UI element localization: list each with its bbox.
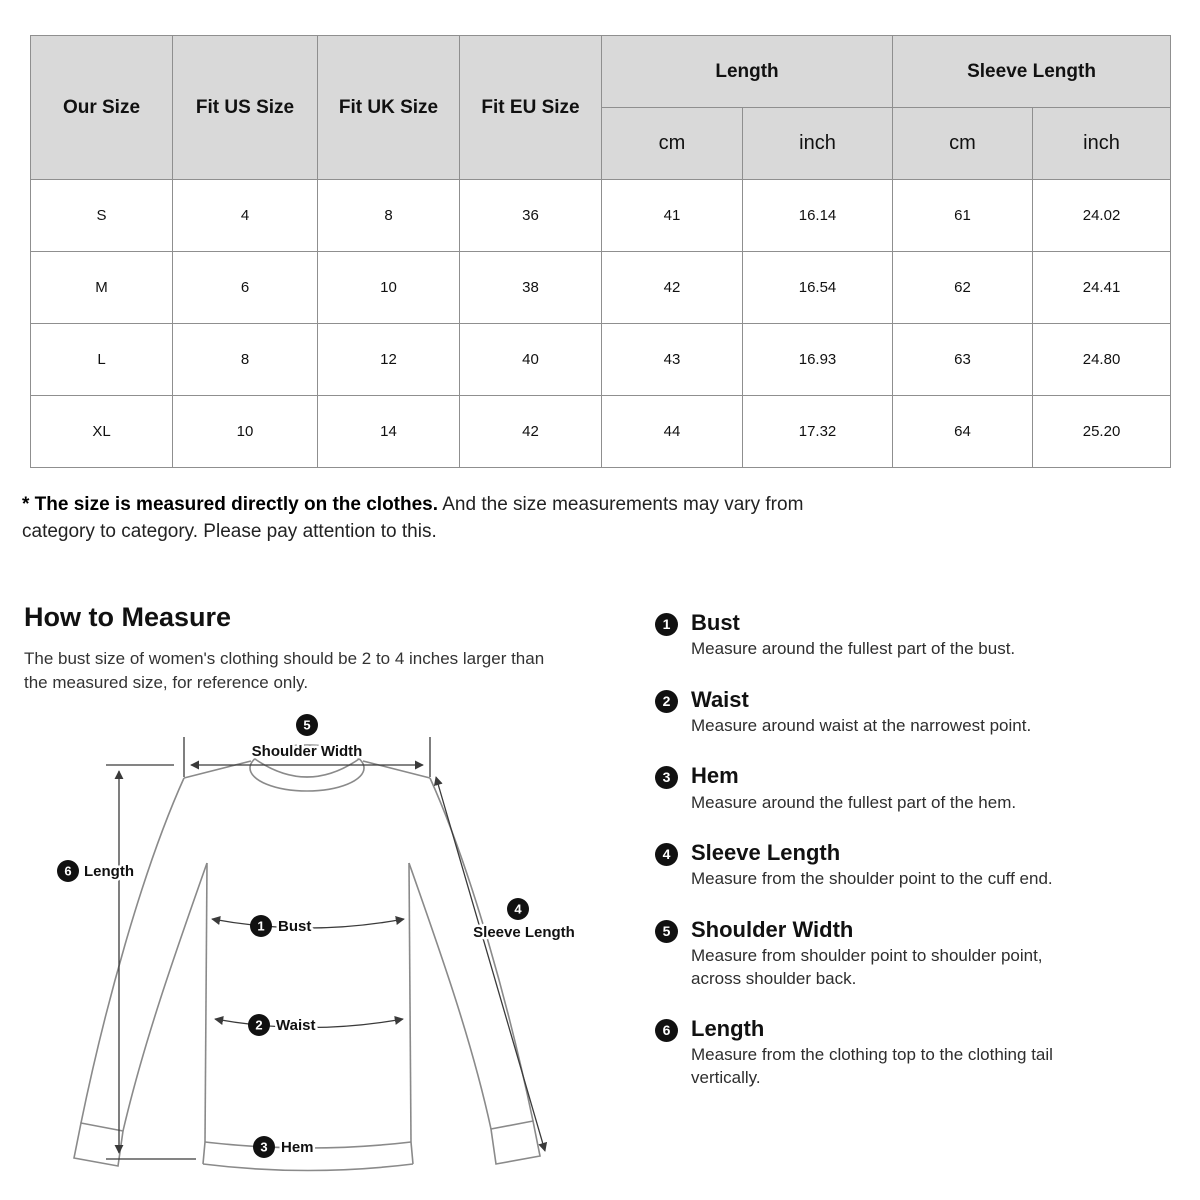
- how-to-measure-section: [0, 602, 1200, 1181]
- how-to-measure-left-column: [0, 602, 655, 1181]
- diagram-label-shoulder-width: Shoulder Width: [251, 743, 363, 761]
- cell-uk-size: 12: [318, 324, 460, 396]
- cell-length-inch: 16.14: [743, 180, 893, 252]
- col-header-fit-eu-size: Fit EU Size: [460, 36, 602, 180]
- cell-sleeve-inch: 24.41: [1033, 252, 1171, 324]
- table-row: [31, 252, 1171, 324]
- item-description: Measure from the clothing top to the clothing tail vertically.: [691, 1045, 1053, 1087]
- cell-sleeve-inch: 25.20: [1033, 396, 1171, 468]
- subheader-length-inch: inch: [743, 108, 893, 180]
- cell-eu-size: 36: [460, 180, 602, 252]
- list-item-shoulder-width: [655, 917, 1160, 990]
- measure-instructions-list: [655, 602, 1200, 1181]
- table-row: [31, 324, 1171, 396]
- cell-length-inch: 17.32: [743, 396, 893, 468]
- subheader-sleeve-cm: cm: [893, 108, 1033, 180]
- item-number-badge: 5: [655, 920, 678, 943]
- cell-sleeve-cm: 61: [893, 180, 1033, 252]
- cell-us-size: 6: [173, 252, 318, 324]
- note-bold-text: * The size is measured directly on the clothes.: [22, 494, 439, 515]
- item-number-badge: 4: [655, 843, 678, 866]
- diagram-label-hem: Hem: [281, 1139, 314, 1157]
- item-number-badge: 6: [655, 1019, 678, 1042]
- cell-us-size: 4: [173, 180, 318, 252]
- diagram-label-length: Length: [84, 863, 134, 881]
- how-to-measure-subtitle: The bust size of women's clothing should be 2 to 4 inches larger than the measured size, for reference only.: [24, 648, 545, 693]
- diagram-label-sleeve-length: Sleeve Length: [473, 924, 575, 942]
- item-body: [691, 917, 1091, 990]
- cell-sleeve-inch: 24.02: [1033, 180, 1171, 252]
- item-number-badge: 3: [655, 766, 678, 789]
- cell-length-inch: 16.54: [743, 252, 893, 324]
- col-header-sleeve-length: Sleeve Length: [893, 36, 1171, 108]
- item-description: Measure around the fullest part of the hem.: [691, 792, 1017, 812]
- cell-length-cm: 44: [602, 396, 743, 468]
- sweater-outline: [74, 745, 540, 1171]
- col-header-length: Length: [602, 36, 893, 108]
- list-item-length: [655, 1016, 1160, 1089]
- cell-uk-size: 10: [318, 252, 460, 324]
- cell-sleeve-cm: 64: [893, 396, 1033, 468]
- list-item-waist: [655, 687, 1160, 738]
- diagram-badge-6-number: 6: [64, 863, 72, 879]
- cell-length-cm: 43: [602, 324, 743, 396]
- item-title: Shoulder Width: [691, 916, 854, 942]
- item-title: Bust: [691, 609, 740, 635]
- diagram-badge-1-number: 1: [257, 918, 265, 934]
- diagram-badge-5-number: 5: [303, 717, 311, 733]
- cell-our-size: M: [31, 252, 173, 324]
- item-body: [691, 610, 1015, 661]
- cell-our-size: S: [31, 180, 173, 252]
- table-header-row-1: [31, 36, 1171, 108]
- diagram-label-bust: Bust: [278, 918, 312, 936]
- item-description: Measure from shoulder point to shoulder point, across shoulder back.: [691, 946, 1043, 988]
- cell-sleeve-inch: 24.80: [1033, 324, 1171, 396]
- diagram-label-waist: Waist: [276, 1017, 316, 1035]
- sleeve-length-arrow: [436, 777, 545, 1151]
- measurement-lines: [106, 737, 545, 1159]
- list-item-bust: [655, 610, 1160, 661]
- sweater-measurement-diagram: [24, 711, 644, 1181]
- item-title: Length: [691, 1016, 765, 1042]
- cell-us-size: 10: [173, 396, 318, 468]
- col-header-our-size: Our Size: [31, 36, 173, 180]
- item-number-badge: 2: [655, 690, 678, 713]
- item-title: Hem: [691, 763, 739, 789]
- item-title: Sleeve Length: [691, 840, 841, 866]
- item-description: Measure around waist at the narrowest point.: [691, 715, 1032, 735]
- cell-length-cm: 42: [602, 252, 743, 324]
- diagram-badge-3-number: 3: [260, 1139, 268, 1155]
- list-item-hem: [655, 763, 1160, 814]
- size-chart-table: [30, 35, 1171, 468]
- item-body: [691, 763, 1016, 814]
- cell-sleeve-cm: 62: [893, 252, 1033, 324]
- cell-eu-size: 38: [460, 252, 602, 324]
- how-to-measure-title: How to Measure: [24, 601, 232, 632]
- item-number-badge: 1: [655, 613, 678, 636]
- cell-us-size: 8: [173, 324, 318, 396]
- item-body: [691, 687, 1031, 738]
- cell-sleeve-cm: 63: [893, 324, 1033, 396]
- item-body: [691, 840, 1053, 891]
- note-rest-text: And the size measurements may vary from category to category. Please pay attention to this.: [22, 494, 804, 542]
- cell-uk-size: 14: [318, 396, 460, 468]
- col-header-fit-us-size: Fit US Size: [173, 36, 318, 180]
- cell-uk-size: 8: [318, 180, 460, 252]
- measurement-note: [22, 492, 877, 546]
- cell-our-size: XL: [31, 396, 173, 468]
- list-item-sleeve-length: [655, 840, 1160, 891]
- cell-length-cm: 41: [602, 180, 743, 252]
- subheader-length-cm: cm: [602, 108, 743, 180]
- item-title: Waist: [691, 686, 749, 712]
- subheader-sleeve-inch: inch: [1033, 108, 1171, 180]
- table-row: [31, 396, 1171, 468]
- cell-eu-size: 40: [460, 324, 602, 396]
- cell-length-inch: 16.93: [743, 324, 893, 396]
- diagram-labels: [57, 714, 575, 1158]
- diagram-badge-2-number: 2: [255, 1017, 263, 1033]
- item-description: Measure around the fullest part of the bust.: [691, 639, 1016, 659]
- table-row: [31, 180, 1171, 252]
- item-body: [691, 1016, 1091, 1089]
- item-description: Measure from the shoulder point to the cuff end.: [691, 869, 1053, 889]
- cell-eu-size: 42: [460, 396, 602, 468]
- cell-our-size: L: [31, 324, 173, 396]
- col-header-fit-uk-size: Fit UK Size: [318, 36, 460, 180]
- diagram-badge-4-number: 4: [514, 901, 522, 917]
